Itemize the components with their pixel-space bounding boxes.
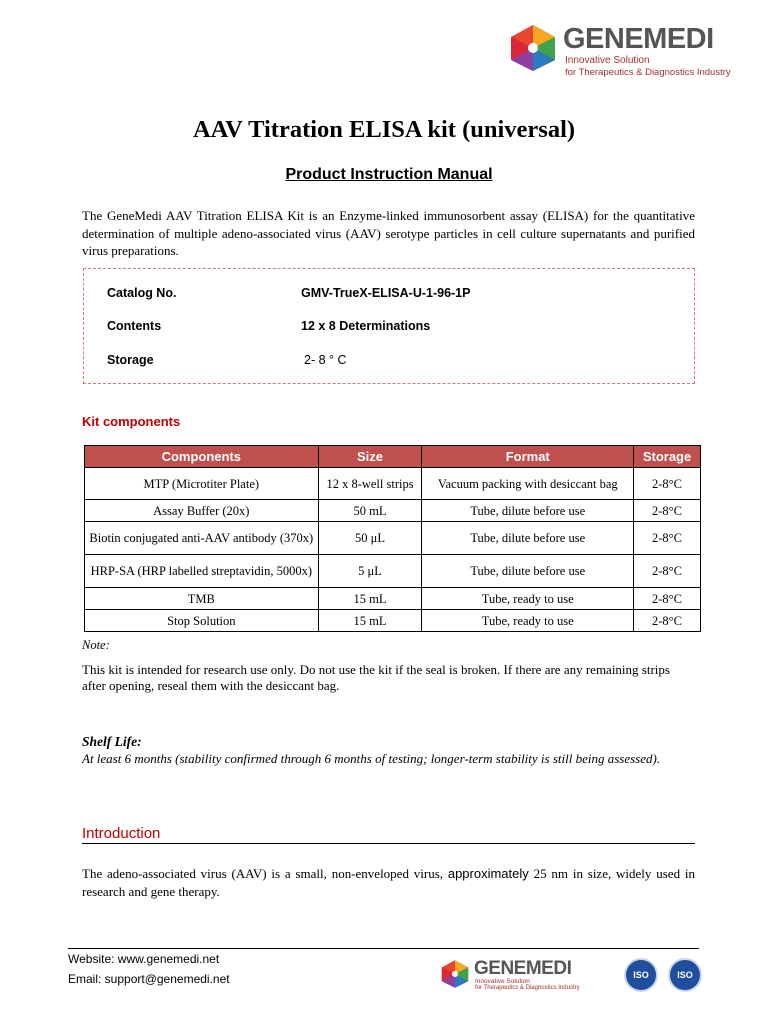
cell-size: 15 mL bbox=[318, 588, 422, 610]
table-row bbox=[85, 500, 701, 522]
logo-hexagon-icon bbox=[508, 24, 558, 72]
contents-value: 12 x 8 Determinations bbox=[301, 319, 431, 333]
shelf-life-heading: Shelf Life: bbox=[82, 734, 142, 749]
header-size: Size bbox=[318, 446, 422, 468]
footer-genemedi-logo bbox=[440, 958, 590, 992]
cell-format: Tube, ready to use bbox=[422, 588, 634, 610]
footer-logo-name: GENEMEDI bbox=[474, 958, 572, 979]
cell-component: Assay Buffer (20x) bbox=[85, 500, 319, 522]
cell-storage: 2-8°C bbox=[634, 500, 701, 522]
table-header-row bbox=[85, 446, 701, 468]
table-row bbox=[85, 522, 701, 555]
cell-format: Tube, dilute before use bbox=[422, 555, 634, 588]
cell-storage: 2-8°C bbox=[634, 555, 701, 588]
cell-format: Tube, ready to use bbox=[422, 610, 634, 632]
table-row bbox=[85, 555, 701, 588]
logo-hexagon-icon bbox=[440, 959, 470, 989]
iso-certification-badge-icon: ISO bbox=[624, 958, 658, 992]
cell-format: Vacuum packing with desiccant bag bbox=[422, 468, 634, 500]
storage-label: Storage bbox=[107, 353, 154, 367]
logo-tagline-1: Innovative Solution bbox=[565, 55, 650, 66]
footer-email[interactable]: Email: support@genemedi.net bbox=[68, 972, 230, 986]
product-info-box bbox=[83, 268, 695, 384]
kit-components-heading: Kit components bbox=[82, 414, 181, 429]
cell-size: 5 μL bbox=[318, 555, 422, 588]
document-title: AAV Titration ELISA kit (universal) bbox=[192, 116, 576, 143]
cell-storage: 2-8°C bbox=[634, 468, 701, 500]
cell-component: HRP-SA (HRP labelled streptavidin, 5000x) bbox=[85, 555, 319, 588]
note-label: Note: bbox=[82, 638, 110, 652]
footer-logo-tagline-1: Innovative Solution bbox=[475, 978, 530, 985]
cell-storage: 2-8°C bbox=[634, 610, 701, 632]
section-divider bbox=[82, 843, 695, 844]
shelf-life-text: At least 6 months (stability confirmed through 6 months of testing; longer-term stability is still being assessed). bbox=[82, 751, 661, 766]
header-format: Format bbox=[422, 446, 634, 468]
storage-value: 2- 8 ° C bbox=[304, 353, 347, 367]
table-row bbox=[85, 610, 701, 632]
introduction-text-3: 25 nm in size, widely used in research and gene therapy. bbox=[82, 866, 695, 899]
introduction-text-1: The adeno-associated virus (AAV) is a small, non-enveloped virus, bbox=[82, 866, 448, 881]
cell-size: 50 mL bbox=[318, 500, 422, 522]
genemedi-logo bbox=[508, 22, 753, 78]
footer-divider bbox=[68, 948, 699, 949]
header-storage: Storage bbox=[634, 446, 701, 468]
logo-name: GENEMEDI bbox=[563, 23, 714, 55]
cell-format: Tube, dilute before use bbox=[422, 500, 634, 522]
cell-storage: 2-8°C bbox=[634, 588, 701, 610]
introduction-heading: Introduction bbox=[82, 825, 161, 842]
catalog-label: Catalog No. bbox=[107, 286, 177, 300]
cell-component: Biotin conjugated anti-AAV antibody (370x) bbox=[85, 522, 319, 555]
iso-certification-badge-icon: ISO bbox=[668, 958, 702, 992]
catalog-value: GMV-TrueX-ELISA-U-1-96-1P bbox=[301, 286, 471, 300]
intro-paragraph: The GeneMedi AAV Titration ELISA Kit is an Enzyme-linked immunosorbent assay (ELISA) for the quantitative determination of multiple adeno-associated virus (AAV) serotype particles in cell culture supernatants and purified virus preparations. bbox=[82, 208, 695, 258]
introduction-text bbox=[82, 865, 695, 900]
logo-tagline-2: for Therapeutics & Diagnostics Industry bbox=[565, 67, 731, 78]
cell-component: MTP (Microtiter Plate) bbox=[85, 468, 319, 500]
table-row bbox=[85, 588, 701, 610]
cell-size: 12 x 8-well strips bbox=[318, 468, 422, 500]
document-subtitle: Product Instruction Manual bbox=[285, 166, 493, 183]
cell-component: Stop Solution bbox=[85, 610, 319, 632]
footer-website[interactable]: Website: www.genemedi.net bbox=[68, 952, 220, 966]
cell-format: Tube, dilute before use bbox=[422, 522, 634, 555]
table-row bbox=[85, 468, 701, 500]
footer-logo-tagline-2: for Therapeutics & Diagnostics Industry bbox=[475, 985, 580, 991]
note-text: This kit is intended for research use only. Do not use the kit if the seal is broken. If there are any remaining strips after opening, reseal them with the desiccant bag. bbox=[82, 662, 670, 693]
header-components: Components bbox=[85, 446, 319, 468]
cell-component: TMB bbox=[85, 588, 319, 610]
cell-size: 15 mL bbox=[318, 610, 422, 632]
introduction-text-2: approximately bbox=[447, 866, 529, 881]
contents-label: Contents bbox=[107, 319, 162, 333]
cell-storage: 2-8°C bbox=[634, 522, 701, 555]
components-table bbox=[84, 445, 701, 632]
cell-size: 50 μL bbox=[318, 522, 422, 555]
